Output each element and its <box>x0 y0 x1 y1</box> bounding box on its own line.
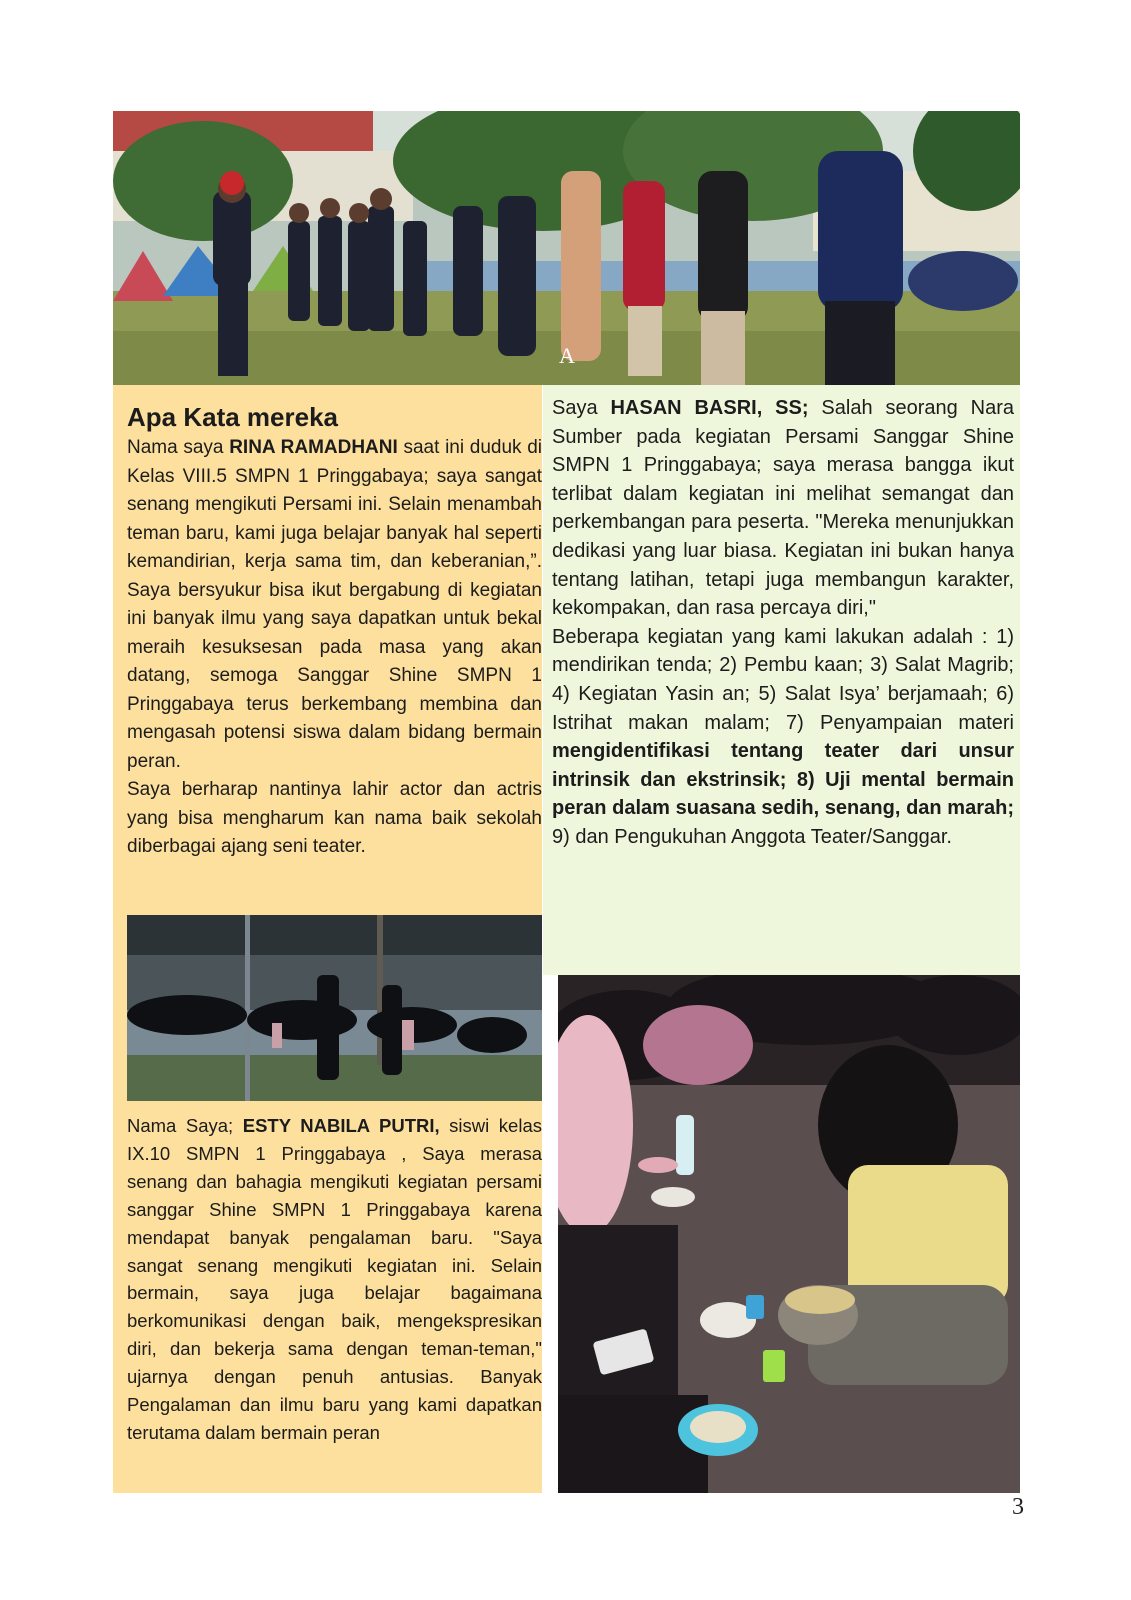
hasan-name: HASAN BASRI, SS; <box>610 397 809 419</box>
night-gathering-photo <box>127 915 542 1101</box>
esty-paragraph: Nama Saya; ESTY NABILA PUTRI, siswi kelas IX.10 SMPN 1 Pringgabaya , Saya merasa senang dan bahagia mengikuti kegiatan persami sanggar Shine SMPN 1 Pringgabaya karena mendapat banyak pengalaman baru. "Saya sangat senang mengikuti kegiatan ini. Selain bermain, saya juga belajar bagaimana berkomunikasi dengan baik, mengekspresikan diri, dan bekerja sama dengan teman-teman," ujarnya dengan penuh antusias. Banyak Pengalaman dan ilmu baru yang kami dapatkan terutama dalam bermain peran <box>127 1115 542 1443</box>
rina-name: RINA RAMADHANI <box>229 437 398 458</box>
shared-dinner-photo <box>558 975 1020 1493</box>
esty-testimonial <box>127 1112 542 1447</box>
photo-overlay-letter: A <box>559 343 575 368</box>
section-heading: Apa Kata mereka <box>127 402 338 432</box>
rina-paragraph: Nama saya RINA RAMADHANI saat ini duduk di Kelas VIII.5 SMPN 1 Pringgabaya; saya sangat senang mengikuti Persami ini. Selain menambah teman baru, kami juga belajar banyak hal seperti kemandirian, kerja sama tim, dan keberanian,”. Saya bersyukur bisa ikut bergabung di kegiatan ini banyak ilmu yang saya dapatkan untuk bekal meraih kesuksesan pada masa yang akan datang, semoga Sanggar Shine SMPN 1 Pringgabaya terus berkembang membina dan mengasah potensi siswa dalam bidang bermain peran. <box>127 437 543 772</box>
rina-testimonial <box>127 400 542 862</box>
campers-in-line-photo <box>113 111 1020 385</box>
hasan-testimonial <box>552 394 1014 852</box>
rina-paragraph-2: Saya berharap nantinya lahir actor dan actris yang bisa mengharum kan nama baik sekolah diberbagai ajang seni teater. <box>127 779 542 857</box>
activities-paragraph: Beberapa kegiatan yang kami lakukan adalah : 1) mendirikan tenda; 2) Pembu kaan; 3) Salat Magrib; 4) Kegiatan Yasin an; 5) Salat Isya’ berjamaah; 6) Istrihat makan malam; 7) Penyampaian materi mengidentifikasi tentang teater dari unsur intrinsik dan ekstrinsik; 8) Uji mental bermain peran dalam suasana sedih, senang, dan marah; 9) dan Pengukuhan Anggota Teater/Sanggar. <box>552 625 1014 848</box>
esty-name: ESTY NABILA PUTRI, <box>242 1115 440 1136</box>
activities-bold: mengidentifikasi tentang teater dari unsur intrinsik dan ekstrinsik; 8) Uji mental bermain peran dalam suasana sedih, senang, dan marah; <box>552 740 1014 820</box>
page-number: 3 <box>1012 1494 1024 1520</box>
hasan-paragraph: Saya HASAN BASRI, SS; Salah seorang Nara Sumber pada kegiatan Persami Sanggar Shine SMPN 1 Pringgabaya; saya merasa bangga ikut terlibat dalam kegiatan ini melihat semangat dan perkembangan para peserta. "Mereka menunjukkan dedikasi yang luar biasa. Kegiatan ini bukan hanya tentang latihan, tetapi juga membangun karakter, kekompakan, dan rasa percaya diri," <box>552 397 1014 620</box>
